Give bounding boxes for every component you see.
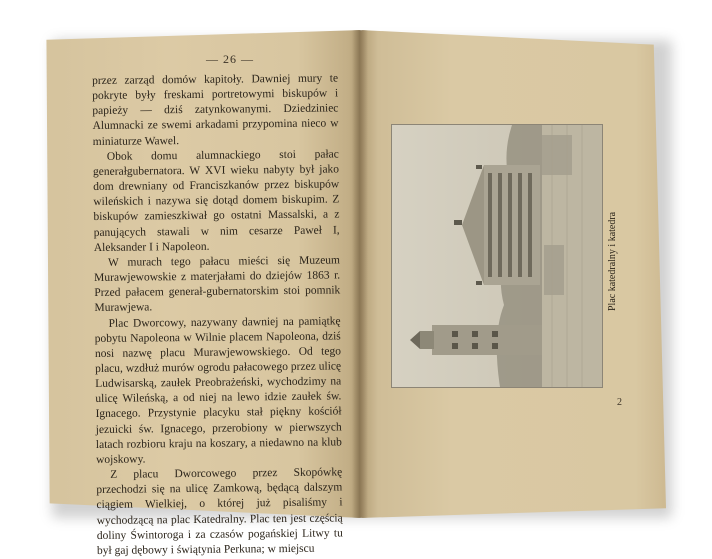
book-gutter [352, 30, 368, 518]
page-text [92, 71, 343, 559]
cathedral-photo-plate [391, 124, 603, 388]
cathedral-photo [392, 125, 602, 387]
paragraph-1: przez zarząd domów kapitoły. Dawniej mury te pokryte były freskami portretowymi biskupów i papieży — dziś zatynkowanymi. Dziedziniec Alumnacki ze swemi arkadami przypomina nieco w miniaturze Wawel. [92, 72, 339, 148]
plate-mark: 2 [617, 397, 622, 408]
page-number: — 26 — [206, 52, 254, 66]
plate-caption: Plac katedralny i katedra [607, 211, 618, 311]
paragraph-3: W murach tego pałacu mieści się Muzeum Murawjewowskie z materjałami do dziejów 1863 r. Przed pałacem generał-gubernatorskim stoi pomnik Murawjewa. [94, 254, 341, 315]
paragraph-2: Obok domu alumnackiego stoi pałac generałgubernatora. W XVI wieku nabyty był jako dom drewniany od Franciszkanów przez biskupów wileńskich i nazywa się dotąd domem biskupim. Z biskupów zamieszkiwał go ostatni Massalski, a z panujących stawali w nim cesarze Paweł I, Aleksander I i Napoleon. [92, 148, 340, 254]
paragraph-4: Plac Dworcowy, nazywany dawniej na pamiątkę pobytu Napoleona w Wilnie placem Napoleona, dziś nosi nazwę placu Murawjewowskiego. Od tego placu, wzdłuż murów ogrodu pałacowego przez ulicę Ludwisarską, zaułek Preobrażeński, wychodzimy na ulicę Wileńską, a od niej na lewo idzie zaułek św. Ignacego. Przystynie placyku stał piękny kościół jezuicki św. Ignacego, przerobiony w pierwszych latach rozbioru kraju na koszary, a niedawno na klub wojskowy. [94, 314, 342, 466]
paragraph-5: Z placu Dworcowego przez Skopówkę przechodzi się na ulicę Zamkową, będącą dalszym ciągiem Wielkiej, o której już pisaliśmy i wychodzącą na plac Katedralny. Plac ten jest częścią doliny Świntoroga i za czasów pogańskiej Litwy tu był gaj dębowy i świątynia Perkuna; w miejscu [96, 466, 343, 557]
